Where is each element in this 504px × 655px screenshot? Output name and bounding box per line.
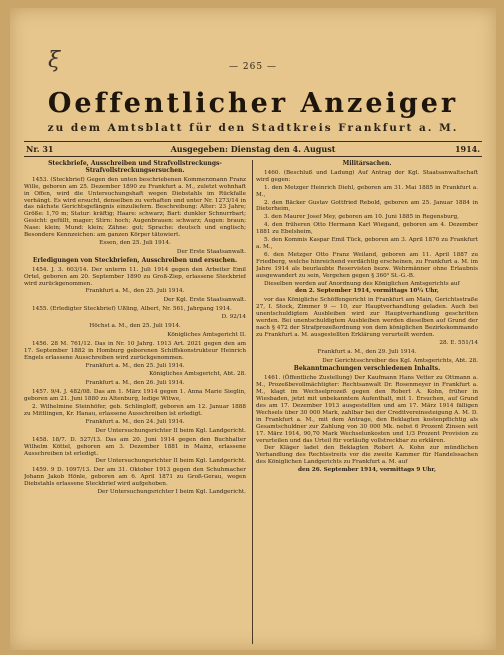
notice-1455-ref: D. 92/14	[221, 314, 246, 321]
notice-1460-item-2: 2. den Bäcker Gustav Gottfried Rebold, geboren am 25. Januar 1884 in Dieterheim,	[256, 199, 478, 213]
page-number: — 265 —	[229, 62, 277, 72]
notice-1457: 1457. 9/4. J. 482/08. Das am 1. März 1914 gegen 1. Anna Marie Sieglin, geboren am 21. Juni 1880 zu Altenburg, ledige Witwe,	[24, 389, 246, 403]
notice-1453-place: Essen, den 25. Juli 1914.	[99, 239, 171, 246]
notice-1456-place: Frankfurt a. M., den 25. Juli 1914.	[85, 362, 185, 369]
notice-1456-sign: Königliches Amtsgericht, Abt. 28.	[149, 371, 246, 378]
notice-1458: 1458. 18/7. D. 527/13. Das am 20. Juni 1914 gegen den Buchhalter Wilhelm Köttel, geboren am 3. Dezember 1881 in Mainz, erlassene Ausschreiben ist erledigt.	[24, 436, 246, 457]
notice-1459: 1459. 9 D. 1097/13. Der am 31. Oktober 1913 gegen den Schuhmacher Johann Jakob Hönle, geboren am 6. April 1871 zu Groß-Gerau, wegen Diebstahls erlassene Steckbrief wird aufgehoben.	[24, 467, 246, 488]
notice-1460-order: Dieselben werden auf Anordnung des Königlichen Amtsgerichts auf	[264, 280, 460, 287]
section-heading-militaersachen: Militärsachen.	[342, 160, 392, 167]
notice-1454: 1454. J. 3. 603/14. Der unterm 11. Juli 1914 gegen den Arbeiter Emil Ortel, geboren am 20. September 1890 zu Groß-Ziep, erlassene Steckbrief wird zurückgenommen.	[24, 266, 246, 287]
right-column	[256, 160, 478, 646]
notice-1460-body: vor das Königliche Schöffengericht in Frankfurt am Main, Gerichtsstraße 27, I. Stock, Zimmer 9 — 10, zur Hauptverhandlung geladen. Auch bei unentschuldigtem Ausbleiben wird zur Hauptverhandlung geschritten werden. Bei unentschuldigtem Ausbleiben werden dieselben auf Grund der nach § 472 der Strafprozeßordnung von dem königlichen Bezirkskommando zu Frankfurt a. M. ausgestellten Erklärung verurteilt werden.	[256, 297, 478, 338]
notice-1453: 1453. (Steckbrief) Gegen den unten beschriebenen Kommerzmann Franz Wille, geboren am 25. Dezember 1890 zu Frankfurt a. M., zuletzt wohnhaft in Offen, wird die Untersuchungshaft wegen Diebstahls im Rückfalle verhängt. Es wird ersucht, denselben zu verhaften und unter Nr. 1273/14 in das nächste Gerichtsgefängnis einzuliefern. Beschreibung: Alter: 23 Jahre; Größe: 1,70 m; Statur: kräftig; Haare: schwarz; Bart: dunkler Schnurrbart; Gesicht: gefüllt, mager; Stirn: hoch; Augenbrauen: schwarz; Augen: braun; Nase: klein; Mund: klein; Zähne: gut; Sprache: deutsch und englisch; Besondere Kennzeichen: am ganzen Körper tätowiert.	[24, 176, 246, 239]
notice-1456: 1456. 28 M. 761/12. Das in Nr. 10 Jahrg. 1913 Art. 2021 gegen den am 17. September 1882 in Homburg geborenen Schiffskonstrukteur Heinrich Engels erlassene Ausschreiben wird zurückgenommen.	[24, 340, 246, 361]
notice-1460-item-1: 1. den Metzger Heinrich Diehl, geboren am 31. Mai 1885 in Frankfurt a. M.,	[256, 184, 478, 198]
notice-1455-place: Höchst a. M., den 25. Juli 1914.	[89, 323, 181, 330]
issue-date: Ausgegeben: Dienstag den 4. August	[170, 144, 336, 154]
section-heading-steckbriefe: Steckbriefe, Ausschreiben und Strafvollstreckungs-Strafvollstreckungsersuchen.	[48, 160, 222, 174]
notice-1455: 1455. (Erledigter Steckbrief) Ußling, Albert, Nr. 561, Jahrgang 1914.	[32, 306, 232, 313]
section-heading-erledigungen: Erledigungen von Steckbriefen, Ausschreiben und ersuchen.	[32, 256, 238, 264]
issue-bar	[24, 141, 482, 157]
newspaper-page	[10, 8, 496, 650]
notice-1454-place: Frankfurt a. M., den 25. Juli 1914.	[85, 288, 185, 295]
newspaper-title: Oeffentlicher Anzeiger	[47, 88, 459, 119]
margin-pencil-mark: ξ	[48, 48, 61, 73]
notice-1460-ref: 28. E. 551/14	[439, 339, 478, 346]
notice-1457-sign: Der Untersuchungsrichter II beim Kgl. Landgericht.	[95, 427, 246, 434]
notice-1460-sign: Der Gerichtsschreiber des Kgl. Amtsgerichts, Abt. 28.	[322, 357, 478, 364]
notice-1460-date: den 2. September 1914, vormittags 10¼ Uhr,	[295, 288, 439, 295]
left-column	[24, 160, 246, 646]
notice-1460-item-3: 3. den Maurer Josef Mey, geboren am 10. Juni 1885 in Regensburg,	[264, 214, 459, 221]
notice-1454-sign: Der Kgl. Erste Staatsanwalt.	[163, 297, 246, 304]
notice-1460: 1460. (Beschluß und Ladung) Auf Antrag der Kgl. Staatsanwaltschaft wird gegen:	[256, 169, 478, 183]
newspaper-subtitle: zu dem Amtsblatt für den Stadtkreis Frankfurt a. M.	[47, 122, 459, 134]
notice-1460-item-4: 4. den früheren Otto Hermann Karl Wiegand, geboren am 4. Dezember 1881 zu Ebelsheim,	[256, 222, 478, 236]
notice-1460-place: Frankfurt a. M., den 29. Juli 1914.	[317, 348, 417, 355]
notice-1457-place: Frankfurt a. M., den 24. Juli 1914.	[85, 418, 185, 425]
notice-1461-date: den 26. September 1914, vormittags 9 Uhr,	[298, 467, 436, 474]
column-divider	[252, 160, 253, 644]
notice-1460-item-5: 5. den Kommis Kaspar Emil Tück, geboren am 3. April 1876 zu Frankfurt a. M.,	[256, 237, 478, 250]
notice-1461: 1461. (Öffentliche Zustellung) Der Kaufmann Hans Vetter zu Ottmann a. M., Prozeßbevollmächtigter: Rechtsanwalt Dr. Rosenmeyer in Frankfurt a. M., klagt im Wechselprozeß gegen den Robert A. Kohn, früher in Wiesbaden, jetzt mit unbekanntem Aufenthalt, mit 1. Ersuchen, auf Grund des am 17. Dezember 1913 ausgestellten und am 17. März 1914 fälligen Wechsels über 30 000 Mark, zahlbar bei der Creditvereinssteigung A. M. D. in Frankfurt a. M., mit dem Antrage, den Beklagten kostenpflichtig als Gesamtschuldner zur Zahlung von 30 000 Mk. nebst 6 Prozent Zinsen seit 17. März 1914, 90,70 Mark Wechselunkosten und 1/3 Prozent Provision zu verurteilen und das Urteil für vorläufig vollstreckbar zu erklären.	[256, 375, 478, 444]
issue-number: Nr. 31	[26, 144, 54, 154]
notice-1461-b: Der Kläger ladet den Beklagten Robert A. Kohn zur mündlichen Verhandlung des Rechtsstreits vor die zweite Kammer für Handelssachen des Königlichen Landgerichts zu Frankfurt a. M. auf	[256, 445, 478, 466]
notice-1456-place2: Frankfurt a. M., den 26. Juli 1914.	[85, 380, 185, 387]
section-heading-bekanntmachungen: Bekanntmachungen verschiedenen Inhalts.	[293, 365, 441, 373]
notice-1459-sign: Der Untersuchungsrichter I beim Kgl. Landgericht.	[97, 489, 246, 496]
notice-1453-sign: Der Erste Staatsanwalt.	[176, 248, 246, 255]
notice-1455-sign: Königliches Amtsgericht II.	[167, 331, 246, 338]
issue-year: 1914.	[454, 144, 480, 154]
notice-1460-item-6: 6. den Metzger Otto Franz Weiland, geboren am 11. April 1887 zu Friedberg, welche hinreichend verdächtig erscheinen, zu Frankfurt a. M. im Jahre 1914 als beurlaubte Reservisten bezw. Wehrmänner ohne Erlaubnis ausgewandert zu sein, Vergehen gegen § 360³ St.-G.-B.	[256, 251, 478, 279]
notice-1458-sign: Der Untersuchungsrichter II beim Kgl. Landgericht.	[95, 458, 246, 465]
notice-1457-b: 2. Wilhelmine Steinhöfer, geb. Schlingloff, geboren am 12. Januar 1888 zu Mittlingen, Kr. Hanau, erlassene Ausschreiben ist erledigt.	[24, 404, 246, 417]
